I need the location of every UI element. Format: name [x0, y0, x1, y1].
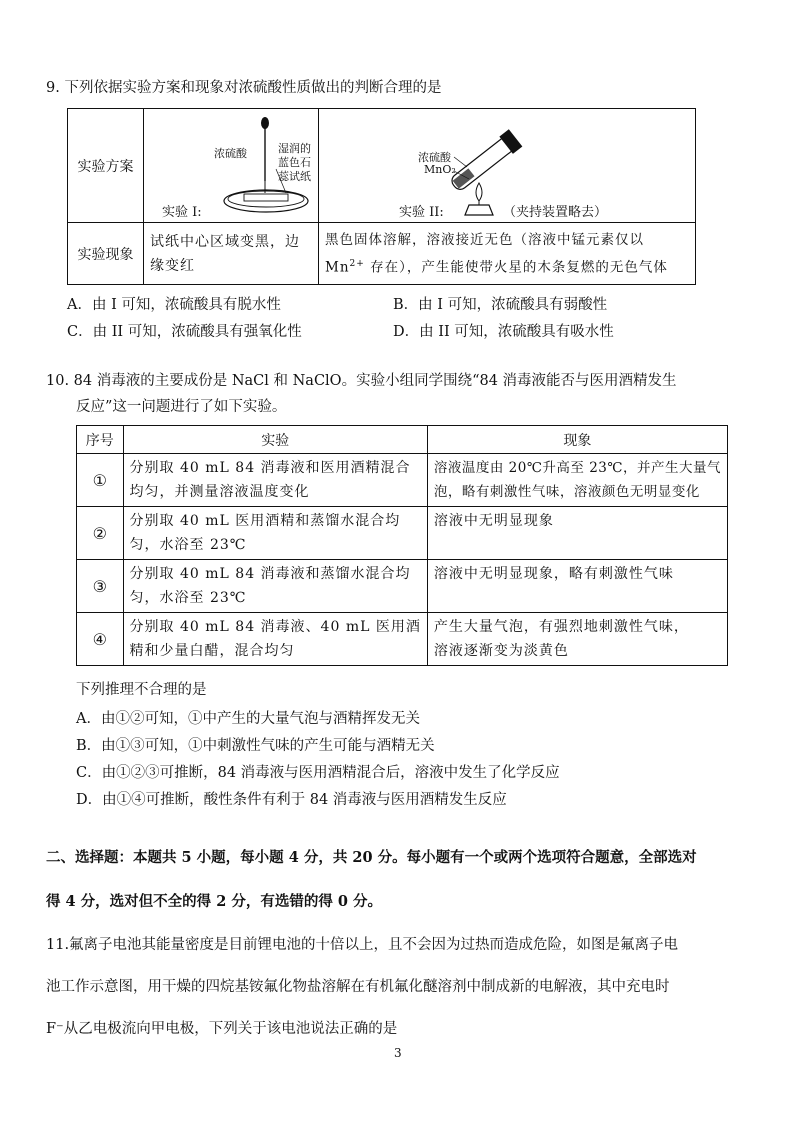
- row-exp-line1: 分别取 40 mL 84 消毒液和医用酒精混合: [129, 460, 411, 476]
- q9-row-label-plan: 实验方案: [68, 109, 144, 223]
- row-exp-line1: 分别取 40 mL 医用酒精和蒸馏水混合均: [129, 513, 401, 529]
- exp1-paper-label-1: 湿润的: [278, 142, 311, 155]
- table-row: [77, 560, 728, 613]
- row-ph-line1: 溶液中无明显现象: [433, 513, 554, 529]
- q9-phen1-cell: [144, 223, 319, 285]
- page-number: 3: [394, 1046, 402, 1060]
- table-row: [77, 613, 728, 666]
- q10-option-d: D．由①④可推断，酸性条件有利于 84 消毒液与医用酒精发生反应: [76, 792, 507, 808]
- table-row: [77, 507, 728, 560]
- table-row: [77, 454, 728, 507]
- exp1-caption: 实验 I:: [162, 205, 202, 220]
- exp1-paper-label-2: 蓝色石: [278, 156, 311, 169]
- q11-line2: 池工作示意图，用干燥的四烷基铵氟化物盐溶解在有机氟化醚溶剂中制成新的电解液，其中充电时: [46, 979, 670, 995]
- q10-stem-line1: 10. 84 消毒液的主要成份是 NaCl 和 NaClO。实验小组同学围绕“84 消毒液能否与医用酒精发生: [46, 373, 677, 389]
- q9-option-c: C．由 II 可知，浓硫酸具有强氧化性: [67, 324, 302, 340]
- row-ph-line1: 产生大量气泡，有强烈地刺激性气味，: [433, 619, 689, 635]
- q9-table: [67, 108, 696, 285]
- q10-option-c: C．由①②③可推断，84 消毒液与医用酒精混合后，溶液中发生了化学反应: [76, 765, 560, 781]
- phen2-line2: $Mn^{2+}$ 存在），产生能使带火星的木条复燃的无色气体: [325, 258, 668, 276]
- row-number: ②: [77, 507, 124, 560]
- q9-stem: 9. 下列依据实验方案和现象对浓硫酸性质做出的判断合理的是: [46, 80, 442, 96]
- exp1-paper-label-3: 蕊试纸: [278, 170, 311, 183]
- q9-phen2-cell: [319, 223, 696, 285]
- q10-table: [76, 425, 728, 666]
- row-exp-line2: 精和少量白醋，混合均匀: [129, 643, 295, 659]
- q10-option-b: B．由①③可知，①中刺激性气味的产生可能与酒精无关: [76, 738, 435, 754]
- q9-option-a: A．由 I 可知，浓硫酸具有脱水性: [67, 297, 281, 313]
- row-ph-line2: 泡，略有刺激性气味，溶液颜色无明显变化: [433, 484, 700, 500]
- phen2-line1: 黑色固体溶解，溶液接近无色（溶液中锰元素仅以: [325, 231, 644, 248]
- q9-exp1-cell: [144, 109, 319, 223]
- exp1-acid-label: 浓硫酸: [214, 147, 247, 160]
- q10-stem-line2: 反应”这一问题进行了如下实验。: [76, 399, 287, 415]
- row-number: ④: [77, 613, 124, 666]
- q9-row-label-phenomenon: 实验现象: [68, 223, 144, 285]
- row-exp-line2: 匀，水浴至 23℃: [129, 590, 247, 606]
- phen1-line1: 试纸中心区域变黑，边: [150, 233, 300, 250]
- q10-prompt: 下列推理不合理的是: [76, 682, 207, 698]
- exp2-caption: 实验 II:: [399, 205, 444, 220]
- section2-instructions-line2: 得 4 分，选对但不全的得 2 分，有选错的得 0 分。: [46, 893, 383, 910]
- row-exp-line2: 均匀，并测量溶液温度变化: [129, 484, 310, 500]
- exp2-acid-label: 浓硫酸: [418, 151, 451, 164]
- row-ph-line1: 溶液中无明显现象，略有刺激性气味: [433, 566, 674, 582]
- row-number: ①: [77, 454, 124, 507]
- phen1-line2: 缘变红: [150, 257, 195, 274]
- row-ph-line1: 溶液温度由 20℃升高至 23℃，并产生大量气: [433, 460, 721, 476]
- q11-line3: F⁻从乙电极流向甲电极，下列关于该电池说法正确的是: [46, 1021, 398, 1037]
- row-number: ③: [77, 560, 124, 613]
- q9-option-d: D．由 II 可知，浓硫酸具有吸水性: [393, 324, 614, 340]
- q9-option-b: B．由 I 可知，浓硫酸具有弱酸性: [393, 297, 608, 313]
- q9-exp2-cell: [319, 109, 696, 223]
- q10-header-no: 序号: [77, 426, 124, 454]
- q10-header-experiment: 实验: [123, 426, 427, 454]
- q10-header-phenomenon: 现象: [427, 426, 727, 454]
- row-exp-line1: 分别取 40 mL 84 消毒液、40 mL 医用酒: [129, 619, 421, 635]
- exp2-note: （夹持装置略去）: [503, 205, 608, 220]
- q11-line1: 11.氟离子电池其能量密度是目前锂电池的十倍以上，且不会因为过热而造成危险，如图是氟离子电: [46, 937, 679, 953]
- q10-option-a: A．由①②可知，①中产生的大量气泡与酒精挥发无关: [76, 711, 420, 727]
- exp2-mno2-label: MnO₂: [424, 163, 456, 176]
- row-ph-line2: 溶液逐渐变为淡黄色: [433, 643, 569, 659]
- row-exp-line2: 匀，水浴至 23℃: [129, 537, 247, 553]
- row-exp-line1: 分别取 40 mL 84 消毒液和蒸馏水混合均: [129, 566, 411, 582]
- section2-instructions-line1: 二、选择题：本题共 5 小题，每小题 4 分，共 20 分。每小题有一个或两个选项符合题意，全部选对: [46, 849, 697, 866]
